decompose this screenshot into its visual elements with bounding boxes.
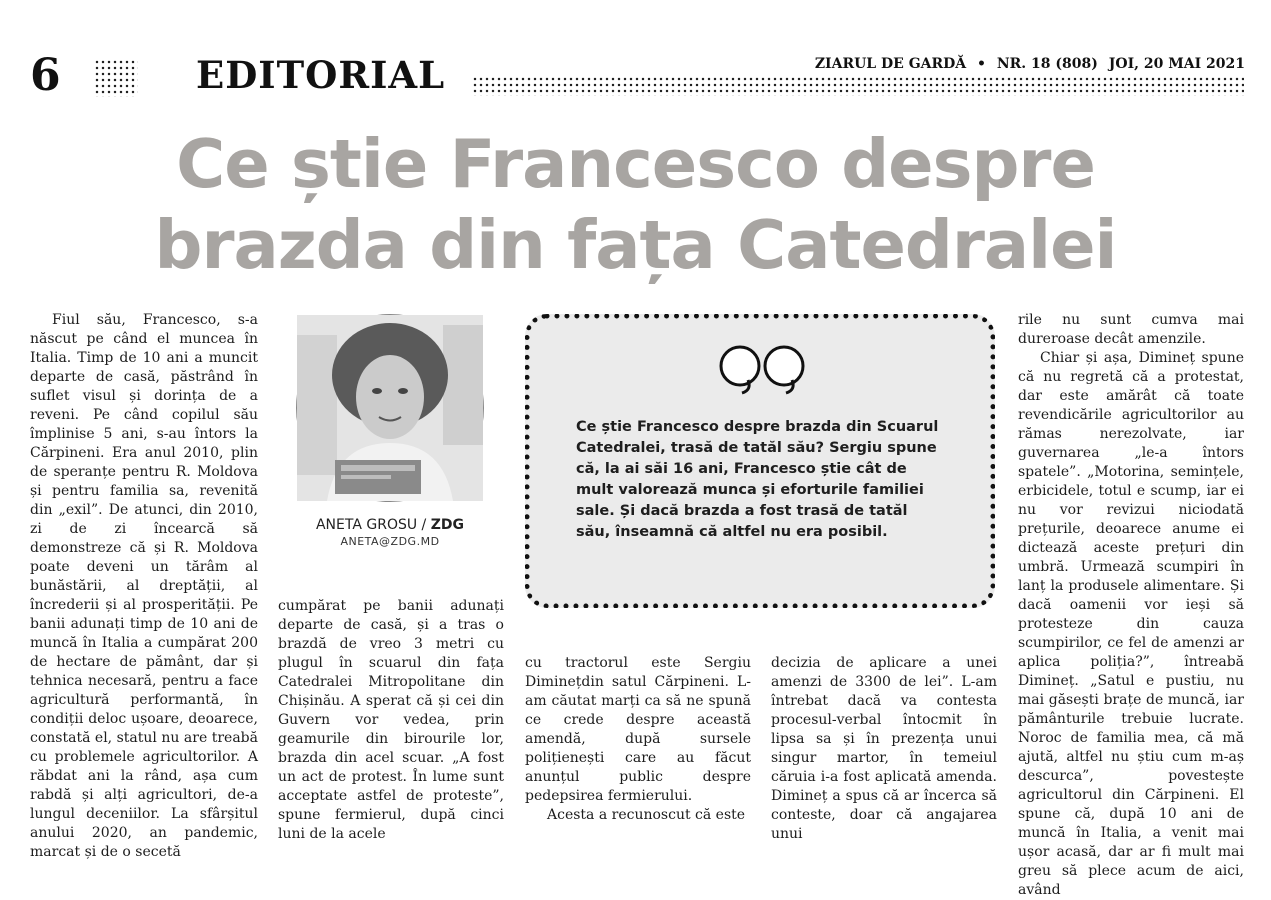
masthead-bullet: • [977, 56, 986, 72]
header-dots-right [472, 76, 1244, 96]
quote-marks-icon [718, 344, 810, 398]
author-outlet: ZDG [430, 517, 464, 533]
headline-line-1: Ce știe Francesco despre [176, 125, 1095, 203]
headline-line-2: brazda din fața Catedralei [154, 206, 1117, 284]
column-4-paragraph: decizia de aplicare a unei amenzi de 3300 de lei”. L-am întrebat dacă va contesta procesul-verbal întocmit în lipsa sa și în prezența unui singur martor, în temeiul căruia i-a fost aplicată amenda. Dimineț a spus că ar încerca să conteste, doar că angajarea unui [771, 655, 997, 842]
masthead [809, 55, 1245, 73]
column-2-paragraph: cumpărat pe banii adunați departe de casă, și a tras o brazdă de vreo 3 metri cu plugul în scuarul din fața Catedralei Mitropolitane din Chișinău. A sperat că și cei din Guvern vor vedea, prin geamurile din birourile lor, brazda din acel scuar. „A fost un act de protest. În lume sunt acceptate astfel de proteste”, spune fermierul, după cinci luni de la acele [278, 598, 504, 842]
article-column-4 [771, 654, 997, 842]
section-title: EDITORIAL [196, 53, 446, 97]
column-5-paragraph-1: rile nu sunt cumva mai dureroase decât amenzile. [1018, 312, 1244, 347]
publication-name: ZIARUL DE GARDĂ [814, 56, 967, 72]
header-dots-left [94, 59, 138, 97]
article-column-3 [525, 654, 751, 823]
page-number: 6 [30, 50, 61, 101]
column-3-paragraph-2: Acesta a recunoscut că este [547, 807, 746, 823]
author-byline [280, 516, 500, 534]
author-avatar [296, 314, 484, 502]
column-3-paragraph: cu tractorul este Sergiu Diminețdin satul Cărpineni. L-am căutat marți ca să ne spună ce crede despre această amendă, după sursele polițienești care au făcut anunțul public despre pedepsirea fermierului. [525, 655, 751, 804]
headline [0, 124, 1271, 286]
issue-date: JOI, 20 MAI 2021 [1108, 56, 1245, 72]
author-email[interactable]: ANETA@ZDG.MD [340, 535, 440, 548]
author-name: ANETA GROSU [315, 517, 418, 533]
issue-number: NR. 18 (808) [996, 56, 1098, 72]
author-photo-icon [297, 315, 483, 501]
column-1-paragraph: Fiul său, Francesco, s-a născut pe când el muncea în Italia. Timp de 10 ani a muncit departe de casă, păstrând în suflet visul și dorința de a reveni. Pe când copilul său împlinise 5 ani, s-au întors la Cărpineni. Era anul 2010, plin de speranțe pentru R. Moldova și pentru familia sa, revenită din „exil”. De atunci, din 2010, zi de zi încearcă să demonstreze că și R. Moldova poate deveni un tărâm al bunăstării, al dreptății, al încrederii și al prosperității. Pe banii adunați timp de 10 ani de muncă în Italia a cumpărat 200 de hectare de pământ, dar și tehnica necesară, pentru a face agricultură performantă, în condiții deloc ușoare, deoarece, constată el, statul nu are treabă cu problemele agricultorilor. A răbdat ani la rând, așa cum rabdă și alți agricultori, de-a lungul deceniilor. La sfârșitul anului 2020, an pandemic, marcat și de o secetă [30, 312, 258, 860]
author-separator: / [417, 517, 431, 533]
column-5-paragraph-2: Chiar și așa, Dimineț spune că nu regretă că a protestat, dar este amărât că toate revendicările agricultorilor au rămas nerezolvate, iar guvernarea „le-a întors spatele”. „Motorina, semințele, erbicidele, totul e scump, iar ei nu vor revizui niciodată prețurile, deoarece anume ei dictează aceste prețuri din umbră. Urmează scumpiri în lanț la produsele alimentare. Și dacă oamenii vor ieși să protesteze din cauza scumpirilor, ce fel de amenzi ar aplica poliția?”, întreabă Dimineț. „Satul e pustiu, nu mai găsești brațe de muncă, iar pământurile trebuie lucrate. Noroc de familia mea, că mă ajută, altfel nu știu cum m-aș descurca”, povestește agricultorul din Cărpineni. El spune că, după 10 ani de muncă în Italia, a venit mai ușor acasă, dar ar fi mult mai greu să plece acum de aici, având [1018, 350, 1244, 898]
article-column-1 [30, 311, 258, 860]
article-column-2 [278, 597, 504, 842]
article-column-5 [1018, 311, 1244, 898]
pull-quote-text: Ce știe Francesco despre brazda din Scuarul Catedralei, trasă de tatăl său? Sergiu spune că, la ai săi 16 ani, Francesco știe cât de mult valorează munca și eforturile familiei sale. Și dacă brazda a fost trasă de tatăl său, înseamnă că altfel nu era posibil. [576, 419, 939, 540]
